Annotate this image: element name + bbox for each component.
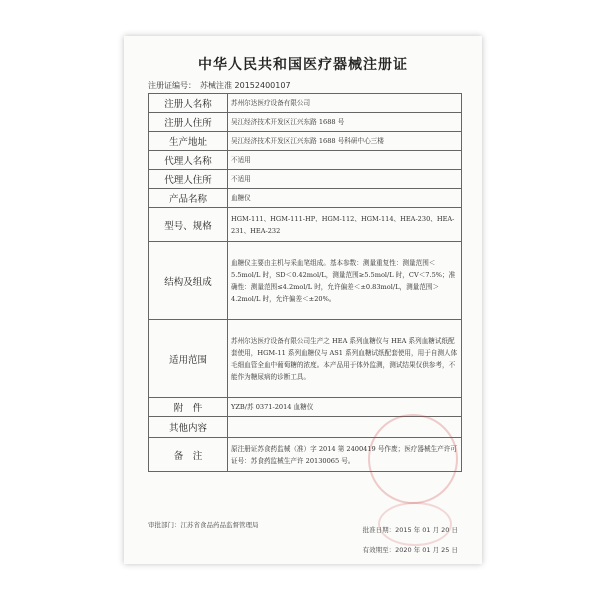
table-row: [149, 132, 462, 151]
row-value: 不适用: [228, 170, 462, 189]
row-label: 型号、规格: [149, 208, 228, 242]
row-value: 原注册证苏食药监械（准）字 2014 第 2400419 号作废；医疗器械生产许可证号：苏食药监械生产许 20130065 号。: [228, 438, 462, 472]
table-row: [149, 320, 462, 398]
row-label: 代理人住所: [149, 170, 228, 189]
table-row: [149, 94, 462, 113]
row-label: 结构及组成: [149, 242, 228, 320]
valid-until-date: 有效期至：2020 年 01 月 25 日: [362, 546, 458, 554]
registration-certificate: [124, 36, 482, 564]
table-row: [149, 242, 462, 320]
row-label: 备 注: [149, 438, 228, 472]
table-row: [149, 189, 462, 208]
row-value: HGM-111、HGM-111-HP、HGM-112、HGM-114、HEA-230、HEA-231、HEA-232: [228, 208, 462, 242]
table-row: [149, 170, 462, 189]
registration-table: [148, 93, 462, 472]
row-label: 产品名称: [149, 189, 228, 208]
row-label: 适用范围: [149, 320, 228, 398]
row-label: 注册人名称: [149, 94, 228, 113]
registration-number: [148, 80, 291, 91]
row-label: 代理人名称: [149, 151, 228, 170]
row-value: 苏州尔达医疗设备有限公司生产之 HEA 系列血糖仪与 HEA 系列血糖试纸配套使用，HGM-11 系列血糖仪与 AS1 系列血糖试纸配套使用，用于自测人体毛细血管全血中葡萄糖的浓度。本产品用于体外监测，测试结果仅供参考，不能作为糖尿病的诊断工具。: [228, 320, 462, 398]
document-title: 中华人民共和国医疗器械注册证: [198, 57, 408, 73]
row-value: 血糖仪主要由主机与采血笔组成。基本参数：测量重复性：测量范围＜5.5mol/L 时，SD＜0.42mol/L，测量范围≥5.5mol/L 时，CV＜7.5%；准确性：测量范围≤4.2mol/L 时，允许偏差＜±0.83mol/L，测量范围＞4.2mol/L 时，允许偏差＜±20%。: [228, 242, 462, 320]
row-value: 不适用: [228, 151, 462, 170]
table-row: [149, 438, 462, 472]
table-row: [149, 113, 462, 132]
registration-number-label: 注册证编号：: [148, 81, 196, 90]
table-row: [149, 208, 462, 242]
issuing-authority: 审批部门：江苏省食品药品监督管理局: [148, 521, 259, 529]
row-value: 血糖仪: [228, 189, 462, 208]
table-row: [149, 417, 462, 438]
table-row: [149, 151, 462, 170]
row-value: [228, 417, 462, 438]
table-row: [149, 398, 462, 417]
row-label: 其他内容: [149, 417, 228, 438]
row-value: 苏州尔达医疗设备有限公司: [228, 94, 462, 113]
dates-block: [363, 520, 458, 560]
row-label: 注册人住所: [149, 113, 228, 132]
row-value: 吴江经济技术开发区江兴东路 1688 号科研中心三楼: [228, 132, 462, 151]
row-label: 附 件: [149, 398, 228, 417]
row-value: YZB/苏 0371-2014 血糖仪: [228, 398, 462, 417]
registration-number-value: 苏械注准 20152400107: [200, 81, 291, 90]
approval-date: 批准日期：2015 年 01 月 20 日: [362, 526, 458, 534]
row-label: 生产地址: [149, 132, 228, 151]
row-value: 吴江经济技术开发区江兴东路 1688 号: [228, 113, 462, 132]
